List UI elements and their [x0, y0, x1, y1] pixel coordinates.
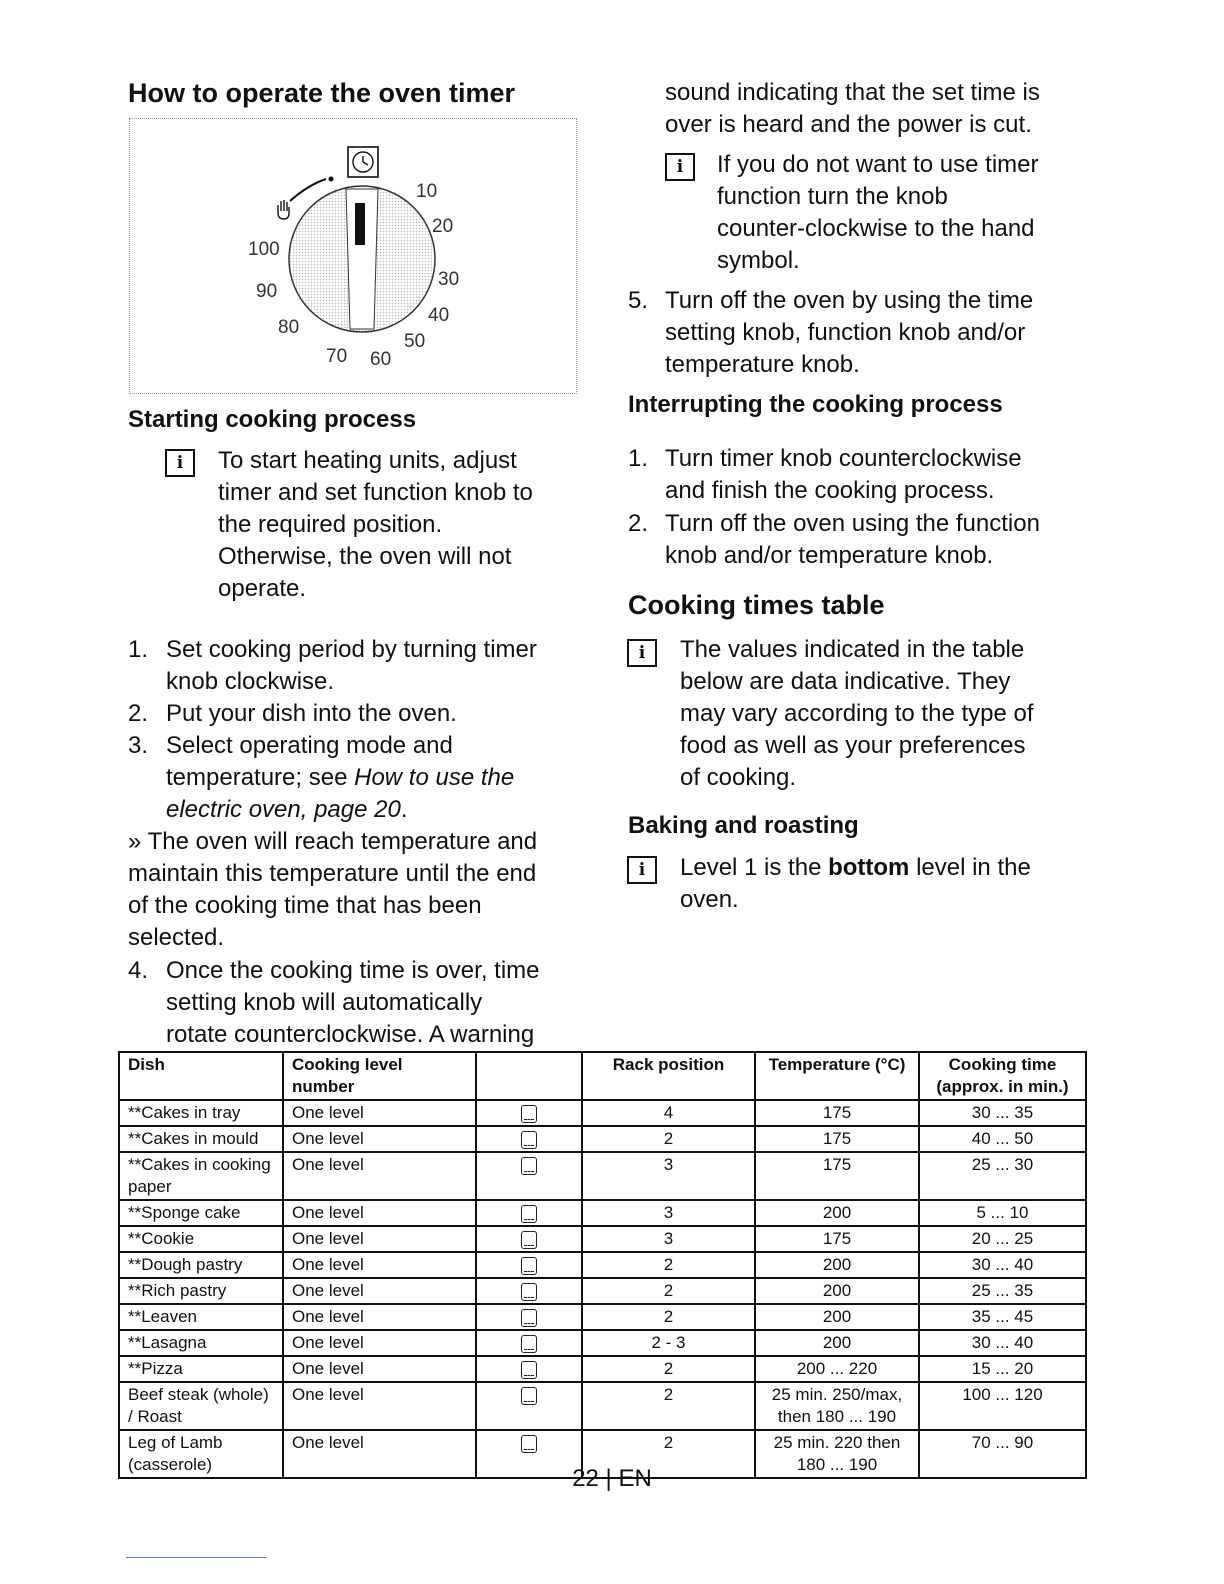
cell-level: One level	[283, 1278, 476, 1304]
cell-rack: 2	[582, 1430, 755, 1478]
header-level: Cooking level number	[283, 1052, 476, 1100]
cell-time: 30 ... 40	[919, 1252, 1086, 1278]
dial-label: 100	[248, 239, 280, 260]
table-row	[119, 1278, 1086, 1304]
info-icon: i	[165, 449, 195, 477]
header-icon	[476, 1052, 582, 1100]
cell-rack: 2 - 3	[582, 1330, 755, 1356]
cell-temp: 175	[755, 1226, 919, 1252]
table-row	[119, 1356, 1086, 1382]
continued-text: sound indicating that the set time is over is heard and the power is cut.	[665, 79, 1040, 138]
cell-temp: 175	[755, 1100, 919, 1126]
cell-time: 100 ... 120	[919, 1382, 1086, 1430]
oven-mode-icon	[521, 1335, 537, 1353]
cell-dish: **Cakes in mould	[119, 1126, 283, 1152]
oven-icon-cell	[476, 1226, 582, 1252]
footer-rule	[126, 1557, 267, 1558]
dial-label: 60	[370, 349, 392, 370]
dial-label: 50	[404, 331, 426, 352]
table-row	[119, 1100, 1086, 1126]
interrupt-list: 1. Turn timer knob counterclockwise and finish the cooking process. 2. Turn off the oven using the function knob and/or temperature knob.	[628, 445, 1040, 569]
cell-temp: 200 ... 220	[755, 1356, 919, 1382]
cell-rack: 3	[582, 1226, 755, 1252]
oven-mode-icon	[521, 1231, 537, 1249]
cell-temp: 175	[755, 1126, 919, 1152]
oven-mode-icon	[521, 1105, 537, 1123]
cell-temp: 200	[755, 1252, 919, 1278]
table-row	[119, 1330, 1086, 1356]
level-note: Level 1 is the bottom level in the oven.	[680, 854, 1031, 913]
hand-icon	[278, 200, 289, 219]
cell-dish: **Cakes in cooking paper	[119, 1152, 283, 1200]
oven-mode-icon	[521, 1257, 537, 1275]
cell-temp: 25 min. 220 then 180 ... 190	[755, 1430, 919, 1478]
cell-level: One level	[283, 1152, 476, 1200]
header-time: Cooking time (approx. in min.)	[919, 1052, 1086, 1100]
cell-rack: 3	[582, 1200, 755, 1226]
cell-dish: **Rich pastry	[119, 1278, 283, 1304]
cell-rack: 2	[582, 1304, 755, 1330]
cell-time: 15 ... 20	[919, 1356, 1086, 1382]
oven-mode-icon	[521, 1205, 537, 1223]
steps-list: 1. Set cooking period by turning timer knob clockwise. 2. Put your dish into the oven. 3. Select operating mode and temperature; see How to use the electric oven, page 20. » The oven will reach temperature and maintain this temperature until the end of the cooking time that has been selected. 4. Once the cooking time is over, time setting knob will automatically rotate counterclockwise. A warning	[128, 634, 598, 1054]
cell-time: 70 ... 90	[919, 1430, 1086, 1478]
cell-time: 25 ... 35	[919, 1278, 1086, 1304]
cell-time: 25 ... 30	[919, 1152, 1086, 1200]
dial-label: 90	[256, 281, 278, 302]
timer-dial-figure	[129, 118, 577, 394]
cell-time: 5 ... 10	[919, 1200, 1086, 1226]
timer-title: How to operate the oven timer	[128, 78, 516, 108]
result-text: » The oven will reach temperature and maintain this temperature until the end of the cooking time that has been selected.	[128, 828, 538, 951]
start-note: To start heating units, adjust timer and set function knob to the required position. Otherwise, the oven will not operate.	[218, 447, 533, 602]
cell-dish: **Cookie	[119, 1226, 283, 1252]
header-temp: Temperature (°C)	[755, 1052, 919, 1100]
oven-icon-cell	[476, 1200, 582, 1226]
cell-temp: 175	[755, 1152, 919, 1200]
oven-icon-cell	[476, 1278, 582, 1304]
list-item: 5. Turn off the oven by using the time setting knob, function knob and/or temperature knob.	[628, 287, 1034, 378]
cell-rack: 2	[582, 1126, 755, 1152]
table-row	[119, 1304, 1086, 1330]
dial-label: 10	[416, 181, 438, 202]
starting-heading: Starting cooking process	[128, 406, 417, 433]
cell-rack: 2	[582, 1278, 755, 1304]
header-dish: Dish	[119, 1052, 283, 1100]
dial-label: 70	[326, 346, 348, 367]
oven-icon-cell	[476, 1356, 582, 1382]
cell-dish: Leg of Lamb (casserole)	[119, 1430, 283, 1478]
cell-time: 30 ... 35	[919, 1100, 1086, 1126]
cell-time: 20 ... 25	[919, 1226, 1086, 1252]
cell-level: One level	[283, 1100, 476, 1126]
table-row	[119, 1152, 1086, 1200]
timer-note: If you do not want to use timer function turn the knob counter-clockwise to the hand symbol.	[717, 151, 1039, 274]
oven-icon-cell	[476, 1100, 582, 1126]
oven-mode-icon	[521, 1283, 537, 1301]
cell-temp: 200	[755, 1200, 919, 1226]
cell-level: One level	[283, 1430, 476, 1478]
table-note: The values indicated in the table below are data indicative. They may vary according to the type of food as well as your preferences of cooking.	[680, 636, 1034, 791]
cell-level: One level	[283, 1330, 476, 1356]
info-icon: i	[665, 153, 695, 181]
cell-time: 40 ... 50	[919, 1126, 1086, 1152]
table-row	[119, 1252, 1086, 1278]
page-footer: 22 | EN	[572, 1465, 652, 1492]
oven-mode-icon	[521, 1361, 537, 1379]
table-header-row	[119, 1052, 1086, 1100]
cooking-times-heading: Cooking times table	[628, 590, 885, 620]
cell-time: 30 ... 40	[919, 1330, 1086, 1356]
oven-icon-cell	[476, 1152, 582, 1200]
cell-level: One level	[283, 1126, 476, 1152]
clock-icon	[348, 147, 378, 177]
cell-temp: 200	[755, 1330, 919, 1356]
dial-label: 20	[432, 216, 454, 237]
cell-dish: **Dough pastry	[119, 1252, 283, 1278]
oven-mode-icon	[521, 1435, 537, 1453]
table-row	[119, 1126, 1086, 1152]
cell-dish: **Sponge cake	[119, 1200, 283, 1226]
oven-mode-icon	[521, 1387, 537, 1405]
info-icon: i	[627, 856, 657, 884]
interrupt-heading: Interrupting the cooking process	[628, 391, 1003, 418]
cell-rack: 2	[582, 1252, 755, 1278]
table-row	[119, 1382, 1086, 1430]
cell-dish: **Cakes in tray	[119, 1100, 283, 1126]
info-icon: i	[627, 639, 657, 667]
cell-rack: 2	[582, 1382, 755, 1430]
dial-label: 40	[428, 305, 450, 326]
cell-rack: 4	[582, 1100, 755, 1126]
cell-level: One level	[283, 1200, 476, 1226]
cell-rack: 2	[582, 1356, 755, 1382]
cooking-times-table	[118, 1051, 1087, 1479]
hand-arc	[290, 179, 326, 201]
cell-dish: **Pizza	[119, 1356, 283, 1382]
cell-temp: 25 min. 250/max, then 180 ... 190	[755, 1382, 919, 1430]
cell-level: One level	[283, 1226, 476, 1252]
oven-icon-cell	[476, 1252, 582, 1278]
dial-label: 80	[278, 317, 300, 338]
cell-level: One level	[283, 1252, 476, 1278]
cell-level: One level	[283, 1304, 476, 1330]
cell-time: 35 ... 45	[919, 1304, 1086, 1330]
oven-mode-icon	[521, 1157, 537, 1175]
oven-mode-icon	[521, 1309, 537, 1327]
cell-rack: 3	[582, 1152, 755, 1200]
table-row	[119, 1226, 1086, 1252]
oven-icon-cell	[476, 1330, 582, 1356]
cell-level: One level	[283, 1356, 476, 1382]
cell-temp: 200	[755, 1304, 919, 1330]
cell-level: One level	[283, 1382, 476, 1430]
header-rack: Rack position	[582, 1052, 755, 1100]
oven-mode-icon	[521, 1131, 537, 1149]
knob-marker	[355, 203, 365, 245]
table-row	[119, 1200, 1086, 1226]
oven-icon-cell	[476, 1304, 582, 1330]
cell-temp: 200	[755, 1278, 919, 1304]
table-body	[119, 1100, 1086, 1478]
timer-dial-svg	[130, 119, 578, 395]
dial-label: 30	[438, 269, 460, 290]
oven-icon-cell	[476, 1126, 582, 1152]
baking-heading: Baking and roasting	[628, 812, 859, 839]
oven-icon-cell	[476, 1382, 582, 1430]
cell-dish: Beef steak (whole) / Roast	[119, 1382, 283, 1430]
cell-dish: **Lasagna	[119, 1330, 283, 1356]
cell-dish: **Leaven	[119, 1304, 283, 1330]
